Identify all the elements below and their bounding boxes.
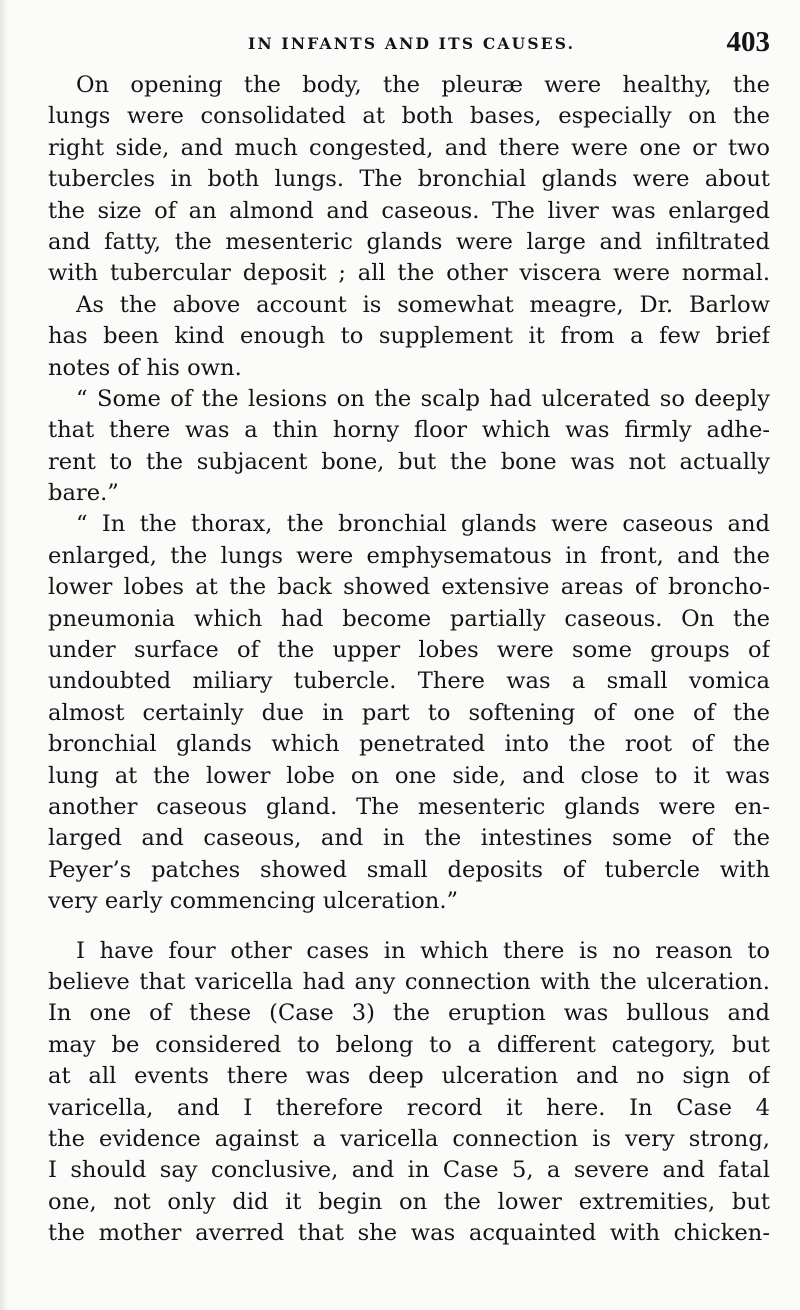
running-title: IN INFANTS AND ITS CAUSES.: [248, 34, 576, 53]
page-number: 403: [726, 26, 770, 58]
text-line: As the above account is somewhat meagre, Dr. Barlow: [76, 291, 770, 318]
text-line: undoubted miliary tubercle. There was a small vomica: [48, 668, 770, 695]
running-header: [48, 22, 770, 62]
text-line: notes of his own.: [48, 354, 242, 381]
paragraph-barlow-intro: [48, 290, 770, 384]
text-line: at all events there was deep ulceration and no sign of: [48, 1063, 770, 1090]
text-line: the size of an almond and caseous. The liver was enlarged: [48, 197, 770, 224]
text-line: larged and caseous, and in the intestines some of the: [48, 825, 770, 852]
paragraph-thorax-quote: [48, 509, 770, 917]
text-line: bare.”: [48, 480, 119, 507]
text-line: and fatty, the mesenteric glands were large and infiltrated: [48, 228, 770, 255]
text-line: tubercles in both lungs. The bronchial glands were about: [48, 166, 770, 193]
text-line: lower lobes at the back showed extensive areas of broncho-: [48, 574, 770, 601]
page-edge-shadow: [0, 0, 8, 1310]
text-line: may be considered to belong to a different category, but: [48, 1031, 770, 1058]
text-line: believe that varicella had any connection with the ulceration.: [48, 968, 770, 995]
text-line: “ Some of the lesions on the scalp had ulcerated so deeply: [76, 385, 770, 412]
text-line: On opening the body, the pleuræ were healthy, the: [76, 72, 770, 98]
text-line: one, not only did it begin on the lower extremities, but: [48, 1188, 770, 1215]
text-line: with tubercular deposit ; all the other viscera were normal.: [48, 260, 770, 287]
text-line: I have four other cases in which there is no reason to: [76, 937, 770, 964]
body-text: [48, 70, 770, 1249]
text-line: under surface of the upper lobes were some groups of: [48, 637, 770, 664]
text-line: “ In the thorax, the bronchial glands were caseous and: [76, 511, 770, 538]
paragraph-scalp-quote: [48, 384, 770, 510]
text-line: that there was a thin horny floor which was firmly adhe-: [48, 417, 770, 444]
text-line: pneumonia which had become partially caseous. On the: [48, 605, 770, 632]
text-line: bronchial glands which penetrated into the root of the: [48, 731, 770, 758]
text-line: right side, and much congested, and there were one or two: [48, 134, 770, 161]
text-line: the evidence against a varicella connection is very strong,: [48, 1125, 770, 1152]
text-line: another caseous gland. The mesenteric glands were en-: [48, 793, 770, 820]
paragraph-autopsy: [48, 70, 770, 290]
text-line: In one of these (Case 3) the eruption was bullous and: [48, 1000, 770, 1027]
paragraph-spacer: [48, 918, 770, 936]
text-line: varicella, and I therefore record it here. In Case 4: [48, 1094, 770, 1121]
text-line: lungs were consolidated at both bases, especially on the: [48, 103, 770, 130]
text-line: almost certainly due in part to softening of one of the: [48, 699, 770, 726]
text-line: rent to the subjacent bone, but the bone was not actually: [48, 448, 770, 475]
text-line: I should say conclusive, and in Case 5, a severe and fatal: [48, 1157, 770, 1184]
text-line: the mother averred that she was acquainted with chicken-: [48, 1220, 770, 1247]
text-line: enlarged, the lungs were emphysematous in front, and the: [48, 542, 770, 569]
text-line: lung at the lower lobe on one side, and close to it was: [48, 762, 770, 789]
text-line: very early commencing ulceration.”: [48, 888, 459, 915]
paragraph-other-cases: [48, 936, 770, 1250]
text-line: Peyer’s patches showed small deposits of tubercle with: [48, 856, 770, 883]
text-line: has been kind enough to supplement it from a few brief: [48, 323, 770, 350]
